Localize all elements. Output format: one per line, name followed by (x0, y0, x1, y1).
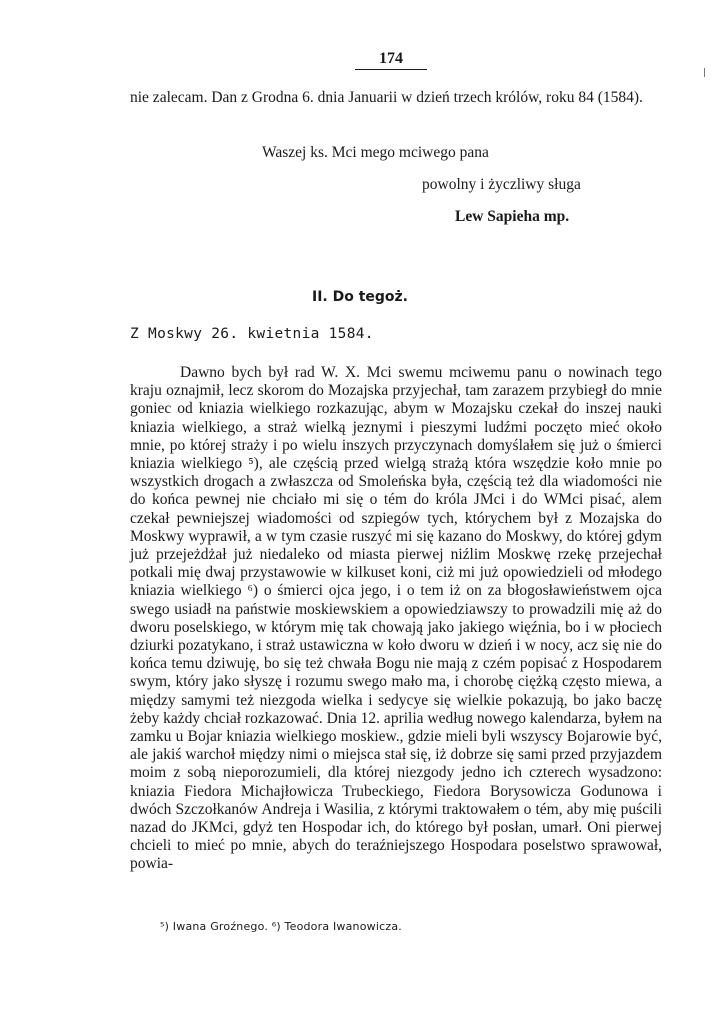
margin-mark (704, 68, 705, 77)
dateline: Z Moskwy 26. kwietnia 1584. (130, 326, 374, 342)
closing-servant: powolny i życzliwy sługa (422, 176, 581, 193)
page-number: 174 (355, 50, 427, 70)
opening-text: nie zalecam. Dan z Grodna 6. dnia Januarii w dzień trzech królów, roku 84 (1584). (130, 89, 643, 106)
closing-salutation: Waszej ks. Mci mego mciwego pana (262, 144, 489, 161)
letter-heading: II. Do tegoż. (311, 289, 409, 305)
signature: Lew Sapieha mp. (455, 208, 570, 225)
footnotes: ⁵) Iwana Groźnego. ⁶) Teodora Iwanowicza. (160, 920, 402, 933)
body-paragraph: Dawno bych był rad W. X. Mci swemu mciwemu panu o nowinach tego kraju oznajmił, lecz skorom do Mozajska przyjechał, tam zarazem przybiegł do mnie goniec od kniazia wielkiego rozkazując, abym w Mozajsku czekał do inszej nauki kniazia wielkiego, a straż wielką jeznymi i pieszymi ludźmi poczęto mieć około mnie, po której straży i po wielu inszych przyczynach domyślałem się już o śmierci kniazia wielkiego ⁵), ale częścią przed wielgą strażą która wszędzie koło mnie po wszystkich drogach a zwłaszcza od Smoleńska była, częścią też dla wiadomości nie do końca pewnej nie chciało mi się o tém do króla JMci i do WMci pisać, alem czekał pewniejszej wiadomości od szpiegów tych, którychem był z Mozajska do Moskwy wyprawił, a w tym czasie ruszyć mi się kazano do Moskwy, do której gdym już przejeżdżał już niedaleko od miasta pierwej niźlim Moskwę rzekę przejechał potkali mię dwaj przystawowie w kilkuset koni, ciż mi już opowiedzieli od młodego kniazia wielkiego ⁶) o śmierci ojca jego, i o tem iż on za błogosławieństwem ojca swego usiadł na państwie moskiewskiem a opowiedziawszy to prowadzili mię aż do dworu poselskiego, w którym mię tak chowają jako jakiego więźnia, bo i w płociech dziurki pozatykano, i straż ustawiczna w koło dworu w dzień i w nocy, acz się nie do końca temu dziwuję, bo się też chwała Bogu nie mają z czém popisać z Hospodarem swym, który jako słyszę i rozumu swego mało ma, i chorobę ciężką często miewa, a między samymi też niezgoda wielka i sedycye się wielkie pokazują, bo jako baczę żeby każdy chciał rozkazować. Dnia 12. aprilia według nowego kalendarza, byłem na zamku u Bojar kniazia wielkiego moskiew., gdzie mieli byli wszyscy Bojarowie być, ale jakiś warchoł między nimi o miejsca stał się, iż dobrze się sami przed przyjazdem moim z sobą nieporozumieli, dla której niezgody jedno ich czterech wysadzono: kniazia Fiedora Michajłowicza Trubeckiego, Fiedora Borysowicza Godunowa i dwóch Szczołkanów Andreja i Wasilia, z którymi traktowałem o tém, aby mię puścili nazad do JKMci, gdyż ten Hospodar ich, do którego był posłan, umarł. Oni pierwej chcieli to mieć po mnie, abych do teraźniejszego Hospodara poselstwo sprawował, powia- (130, 364, 662, 873)
